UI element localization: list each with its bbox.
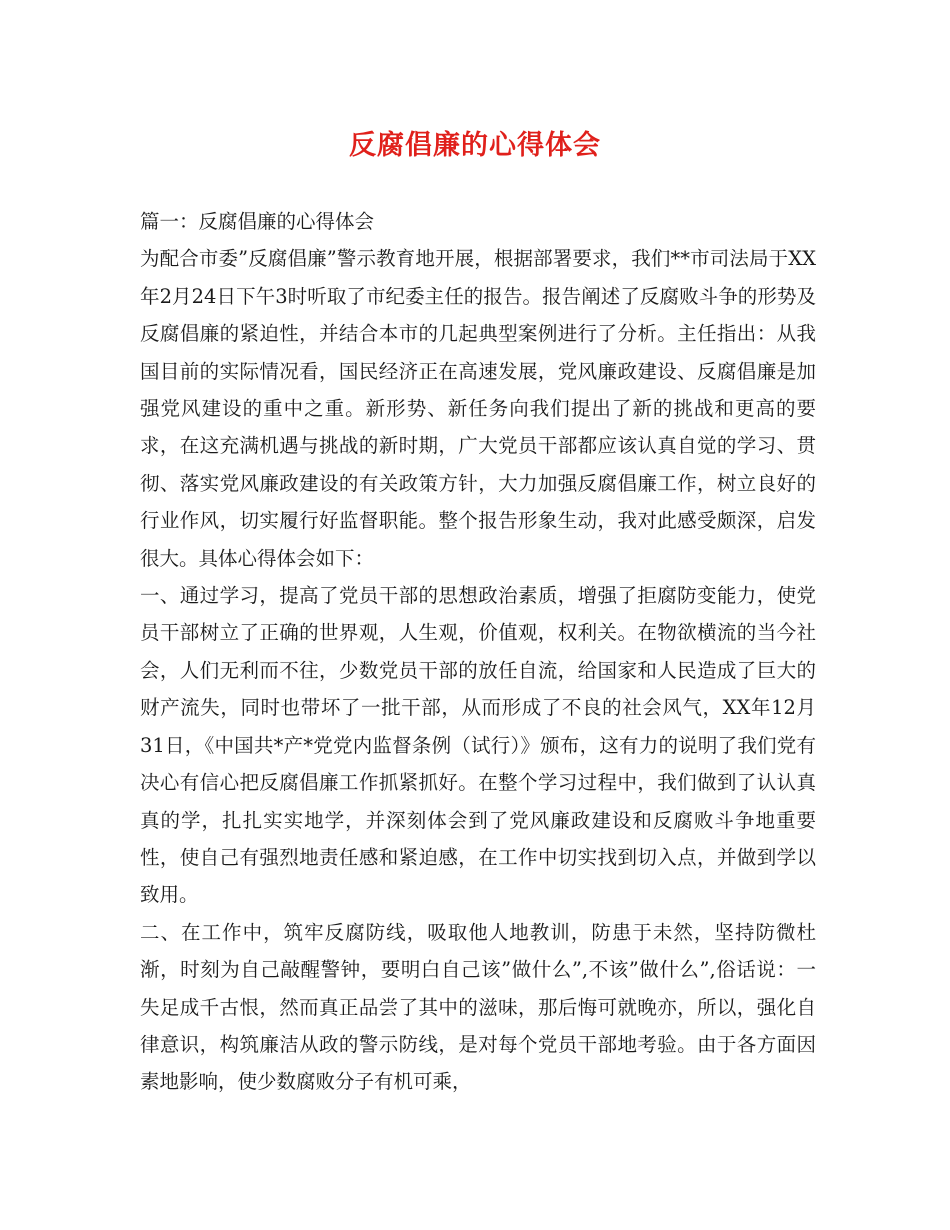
body-paragraph: 一、通过学习，提高了党员干部的思想政治素质，增强了拒腐防变能力，使党员干部树立了正确的世界观，人生观，价值观，权利关。在物欲横流的当今社会，人们无利而不往，少数党员干部的放任自流，给国家和人民造成了巨大的财产流失，同时也带坏了一批干部，从而形成了不良的社会风气，XX年12月31日，《中国共*产*党党内监督条例（试行）》颁布，这有力的说明了我们党有决心有信心把反腐倡廉工作抓紧抓好。在整个学习过程中，我们做到了认认真真的学，扎扎实实地学，并深刻体会到了党风廉政建设和反腐败斗争地重要性，使自己有强烈地责任感和紧迫感，在工作中切实找到切入点，并做到学以致用。: [140, 584, 816, 907]
body-paragraph: 为配合市委”反腐倡廉”警示教育地开展，根据部署要求，我们**市司法局于XX年2月24日下午3时听取了市纪委主任的报告。报告阐述了反腐败斗争的形势及反腐倡廉的紧迫性，并结合本市的几起典型案例进行了分析。主任指出：从我国目前的实际情况看，国民经济正在高速发展，党风廉政建设、反腐倡廉是加强党风建设的重中之重。新形势、新任务向我们提出了新的挑战和更高的要求，在这充满机遇与挑战的新时期，广大党员干部都应该认真自觉的学习、贯彻、落实党风廉政建设的有关政策方针，大力加强反腐倡廉工作，树立良好的行业作风，切实履行好监督职能。整个报告形象生动，我对此感受颇深，启发很大。具体心得体会如下：: [140, 247, 816, 570]
document-title: 反腐倡廉的心得体会: [349, 130, 601, 161]
section-heading: 篇一：反腐倡廉的心得体会: [140, 210, 375, 233]
document-body: [140, 203, 816, 1101]
body-paragraph: 二、在工作中，筑牢反腐防线，吸取他人地教训，防患于未然，坚持防微杜渐，时刻为自己敲醒警钟，要明白自己该”做什么”,不该”做什么”,俗话说：一失足成千古恨，然而真正品尝了其中的滋味，那后悔可就晚亦，所以，强化自律意识，构筑廉洁从政的警示防线，是对每个党员干部地考验。由于各方面因素地影响，使少数腐败分子有机可乘，: [140, 920, 816, 1094]
